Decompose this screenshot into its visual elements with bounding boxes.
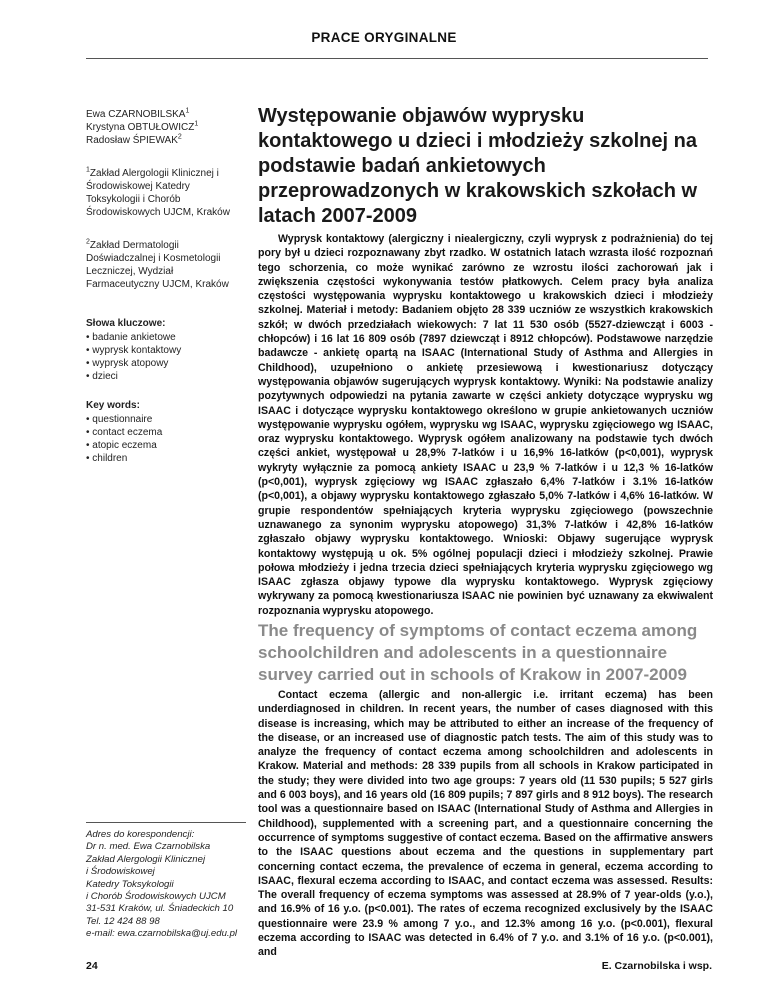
header-divider xyxy=(86,58,708,59)
keyword: • wyprysk kontaktowy xyxy=(86,344,246,357)
keyword: • wyprysk atopowy xyxy=(86,357,246,370)
affiliation: $^2$Zakład Dermatologii Doświadczalnej i Kosmetologii Leczniczej, Wydział Farmaceutyczny UJCM, Kraków xyxy=(86,238,229,290)
abstract-en: Contact eczema (allergic and non-allergic i.e. irritant eczema) has been underdiagnosed in children. In recent years, the number of cases diagnosed with this disease is increasing, which may be attributed to either an increase of the frequency of the disease, or an increased use of diagnostic patch tests. The aim of this study was to analyze the frequency of contact eczema among schoolchildren and adolescents in Krakow. Material and methods: 28 339 pupils from all schools in Krakow participated in the study; they were divided into two age groups: 7 years old (11 530 pupils; 5 527 girls and 6 003 boys), and 16 years old (16 809 pupils; 7 897 girls and 8 912 boys). The research tool was a questionnaire based on ISAAC (International Study of Asthma and Allergies in Childhood), supplemented with a screening part, and a questionnaire concerning the occurrence of symptoms suggestive of contact eczema. Based on the affirmative answers to the ISAAC questions about eczema and the questions in supplementary part concerning contact eczema, the prevalence of eczema in general, eczema according to ISAAC, flexural eczema according to ISAAC, and contact eczema was assessed. Results: The overall frequency of eczema symptoms was assessed at 28.9% of 7 year-olds (y.o.), and 16.9% of 16 y.o. (p<0.001). The rates of eczema recognized exclusively by the ISAAC questionnaire were 23.9 % among 7 y.o., and 12.3% among 16 y.o. (p<0.001), flexural eczema according to ISAAC was detected in 6.4% of 7 y.o. and 3.1% of 16 y.o. (p<0.001), and xyxy=(258,689,713,959)
keywords-en xyxy=(86,399,246,465)
keyword: • questionnaire xyxy=(86,413,246,426)
keywords-en-title: Key words: xyxy=(86,400,140,411)
article-title-pl: Występowanie objawów wyprysku kontaktowego u dzieci i młodzieży szkolnej na podstawie badań ankietowych przeprowadzonych w krakowskich szkołach w latach 2007-2009 xyxy=(258,105,698,227)
section-header: PRACE ORYGINALNE xyxy=(311,30,457,45)
author-list xyxy=(86,108,246,147)
author: Ewa CZARNOBILSKA$^1$ xyxy=(86,107,190,120)
keyword: • atopic eczema xyxy=(86,439,246,452)
running-footer: E. Czarnobilska i wsp. xyxy=(601,960,712,972)
author: Krystyna OBTUŁOWICZ$^1$ xyxy=(86,120,199,133)
keywords-pl-title: Słowa kluczowe: xyxy=(86,318,166,329)
affiliation: $^1$Zakład Alergologii Klinicznej i Środowiskowej Katedry Toksykologii i Chorób Środowiskowych UJCM, Kraków xyxy=(86,166,230,218)
keyword: • dzieci xyxy=(86,370,246,383)
correspondence-address: Adres do korespondencji: Dr n. med. Ewa Czarnobilska Zakład Alergologii Klinicznej i Środowiskowej Katedry Toksykologii i Chorób Środowiskowych UJCM 31-531 Kraków, ul. Śniadeckich 10 Tel. 12 424 88 98 e-mail: ewa.czarnobilska@uj.edu.pl xyxy=(86,829,238,940)
keyword: • children xyxy=(86,452,246,465)
author: Radosław ŚPIEWAK$^2$ xyxy=(86,133,182,146)
correspondence-divider xyxy=(86,822,246,823)
keyword: • badanie ankietowe xyxy=(86,331,246,344)
article-title-en: The frequency of symptoms of contact eczema among schoolchildren and adolescents in a questionnaire survey carried out in schools of Krakow in 2007-2009 xyxy=(258,621,698,684)
keywords-pl xyxy=(86,317,246,383)
keyword: • contact eczema xyxy=(86,426,246,439)
sidebar xyxy=(86,108,246,479)
page-number: 24 xyxy=(86,960,98,972)
abstract-pl: Wyprysk kontaktowy (alergiczny i niealergiczny, czyli wyprysk z podrażnienia) do tej pory był u dzieci rozpoznawany zbyt rzadko. W ostatnich latach wzrasta ilość rozpoznań tego schorzenia, co może wynikać zarówno ze wzrostu ilości zachorowań jak i zwiększenia częstości wykonywania testów płatkowych. Celem pracy była analiza częstości występowania wyprysku kontaktowego u krakowskich dzieci i młodzieży szkolnej. Materiał i metody: Badaniem objęto 28 339 uczniów ze wszystkich krakowskich szkół; w dwóch przedziałach wiekowych: 7 lat 11 530 osób (5527-dziewcząt i 6003 -chłopców) i 16 lat 16 809 osób (7897 dziewcząt i 8912 chłopców). Podstawowe narzędzie badawcze - ankietę opartą na ISAAC (International Study of Asthma and Allergies in Childhood), uzupełniono o ankietę przesiewową i kwestionariusz dotyczący występowania objawów sugerujących wyprysk kontaktowy. Wyniki: Na podstawie analizy pozytywnych odpowiedzi na pytania zawarte w części ankiety dotyczące wyprysku wg ISAAC i dotyczące wyprysku kontaktowego określono w grupie ankietowanych uczniów występowanie wyprysku ogółem, wyprysku wg ISAAC, wyprysku zgięciowego wg ISAAC, oraz wyprysku kontaktowego. Wyprysk ogółem analizowany na podstawie tych dwóch części ankiet, występował u 28,9% 7-latków i u 16,9% 16-latków (p<0,001), wyprysk wykryty wyłącznie za pomocą ankiety ISAAC u 23,9 % 7-latków i u 12,3 % 16-latków (p<0,001), wyprysk zgięciowy wg ISAAC zgłaszało 6,4% 7-latków i 3.1% 16-latków (p<0,001), a objawy wyprysku kontaktowego zgłaszało 5,0% 7-latków i 4,6% 16-latków. W grupie respondentów spełniających kryteria wyprysku zgięciowego (powszechnie uznawanego za synonim wyprysku atopowego) 31,3% 7-latków i 42,8% 16-latków zgłaszało objawy wyprysku kontaktowego. Wnioski: Objawy sugerujące wyprysk kontaktowy występują u ok. 5% ogólnej populacji dzieci i młodzieży szkolnej. Prawie połowa młodzieży i jedna trzecia dzieci spełniających kryteria wyprysku zgięciowego wg ISAAC zgłasza objawy typowe dla wyprysku kontaktowego. Wyprysk zgięciowy wykrywany za pomocą kwestionariusza ISAAC nie powinien być uznawany za ekwiwalent rozpoznania wyprysku atopowego. xyxy=(258,233,713,617)
